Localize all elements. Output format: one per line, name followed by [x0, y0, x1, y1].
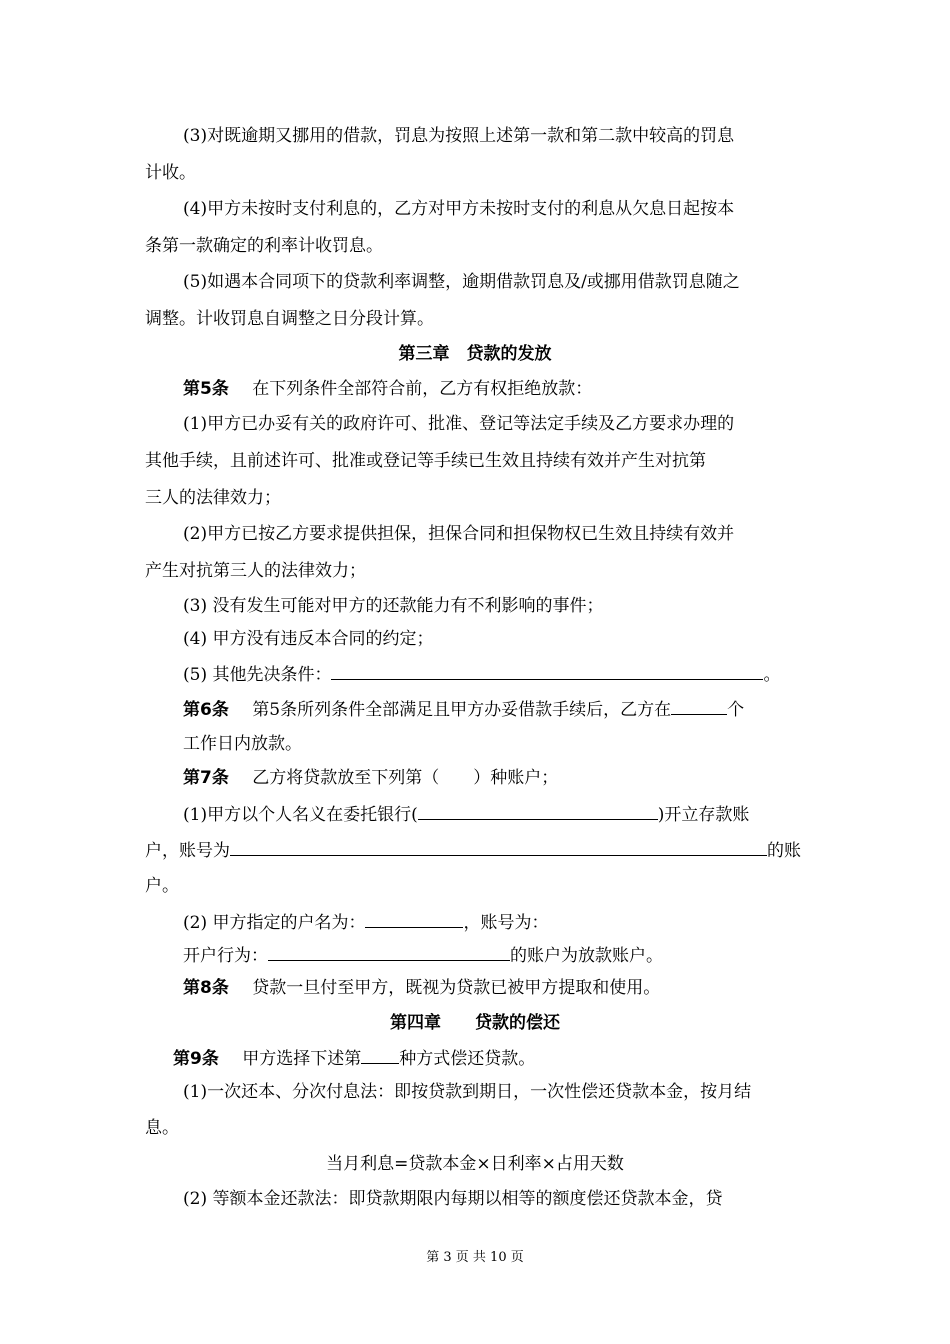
- article-9-text: 甲方选择下述第: [242, 1049, 362, 1069]
- clause-5-line2: 调整。计收罚息自调整之日分段计算。: [145, 309, 434, 329]
- condition-2-line2: 产生对抗第三人的法律效力；: [145, 561, 366, 581]
- page-footer: 第 3 页 共 10 页: [426, 1250, 524, 1265]
- article-9-end: 种方式偿还贷款。: [399, 1049, 536, 1069]
- condition-3: (3) 没有发生可能对甲方的还款能力有不利影响的事件；: [183, 596, 604, 616]
- method-1-line2: 息。: [145, 1118, 179, 1138]
- account-option-1: [183, 801, 749, 827]
- opening-bank-end: 的账户为放款账户。: [510, 946, 663, 966]
- opening-bank-blank[interactable]: [268, 942, 510, 961]
- entrusted-bank-blank[interactable]: [418, 801, 658, 820]
- article-5: [183, 377, 592, 401]
- condition-5: [183, 661, 780, 687]
- working-days-blank[interactable]: [671, 696, 727, 715]
- clause-5-line1: (5)如遇本合同项下的贷款利率调整，逾期借款罚息及/或挪用借款罚息随之: [183, 272, 740, 292]
- article-9: [173, 1045, 535, 1071]
- account-option-1-line3: 户。: [145, 876, 179, 896]
- opening-bank-label: 开户行为：: [183, 946, 268, 966]
- account-number-blank[interactable]: [230, 837, 767, 856]
- article-8-label: 第8条: [183, 978, 229, 998]
- account-no-label: ，账号为：: [463, 913, 549, 933]
- condition-4: (4) 甲方没有违反本合同的约定；: [183, 629, 434, 649]
- clause-4-line1: (4)甲方未按时支付利息的，乙方对甲方未按时支付的利息从欠息日起按本: [183, 199, 735, 219]
- article-9-label: 第9条: [173, 1049, 219, 1069]
- article-8-text: 贷款一旦付至甲方，既视为贷款已被甲方提取和使用。: [252, 978, 661, 998]
- article-5-label: 第5条: [183, 379, 229, 399]
- other-conditions-blank[interactable]: [331, 661, 763, 680]
- account-option-1-end: )开立存款账: [657, 805, 750, 825]
- article-6-text: 第5条所列条件全部满足且甲方办妥借款手续后，乙方在: [252, 700, 672, 720]
- article-6: [183, 696, 744, 722]
- account-option-1-line2-end: 的账: [767, 841, 801, 861]
- condition-5-end: 。: [763, 665, 781, 685]
- article-7-label: 第7条: [183, 768, 229, 788]
- method-2-line1: (2) 等额本金还款法：即贷款期限内每期以相等的额度偿还贷款本金，贷: [183, 1189, 723, 1209]
- article-6-cont: 工作日内放款。: [183, 734, 302, 754]
- clause-3-line1: (3)对既逾期又挪用的借款，罚息为按照上述第一款和第二款中较高的罚息: [183, 126, 735, 146]
- article-5-text: 在下列条件全部符合前，乙方有权拒绝放款：: [252, 379, 593, 399]
- account-option-1-text: (1)甲方以个人名义在委托银行(: [183, 805, 418, 825]
- article-6-unit: 个: [727, 700, 745, 720]
- clause-4-line2: 条第一款确定的利率计收罚息。: [145, 236, 383, 256]
- article-6-label: 第6条: [183, 700, 229, 720]
- condition-2-line1: (2)甲方已按乙方要求提供担保，担保合同和担保物权已生效且持续有效并: [183, 524, 735, 544]
- article-7-text: 乙方将贷款放至下列第（ ）种账户；: [252, 768, 559, 788]
- interest-formula: 当月利息=贷款本金×日利率×占用天数: [326, 1154, 624, 1174]
- account-option-1-line2: [145, 837, 801, 863]
- opening-bank-line: [183, 942, 663, 968]
- chapter-3-heading: 第三章 贷款的发放: [398, 344, 552, 364]
- account-option-2: [183, 909, 548, 935]
- article-7: [183, 766, 558, 790]
- condition-1-line1: (1)甲方已办妥有关的政府许可、批准、登记等法定手续及乙方要求办理的: [183, 414, 735, 434]
- repayment-method-blank[interactable]: [361, 1045, 399, 1064]
- chapter-4-heading: 第四章 贷款的偿还: [390, 1013, 560, 1033]
- method-1-line1: (1)一次还本、分次付息法：即按贷款到期日，一次性偿还贷款本金，按月结: [183, 1082, 752, 1102]
- condition-5-label: (5) 其他先决条件：: [183, 665, 332, 685]
- account-name-label: (2) 甲方指定的户名为：: [183, 913, 366, 933]
- clause-3-line2: 计收。: [145, 163, 196, 183]
- account-name-blank[interactable]: [365, 909, 463, 928]
- account-number-label: 户，账号为: [145, 841, 230, 861]
- condition-1-line3: 三人的法律效力；: [145, 488, 281, 508]
- condition-1-line2: 其他手续，且前述许可、批准或登记等手续已生效且持续有效并产生对抗第: [145, 451, 706, 471]
- article-8: [183, 976, 660, 1000]
